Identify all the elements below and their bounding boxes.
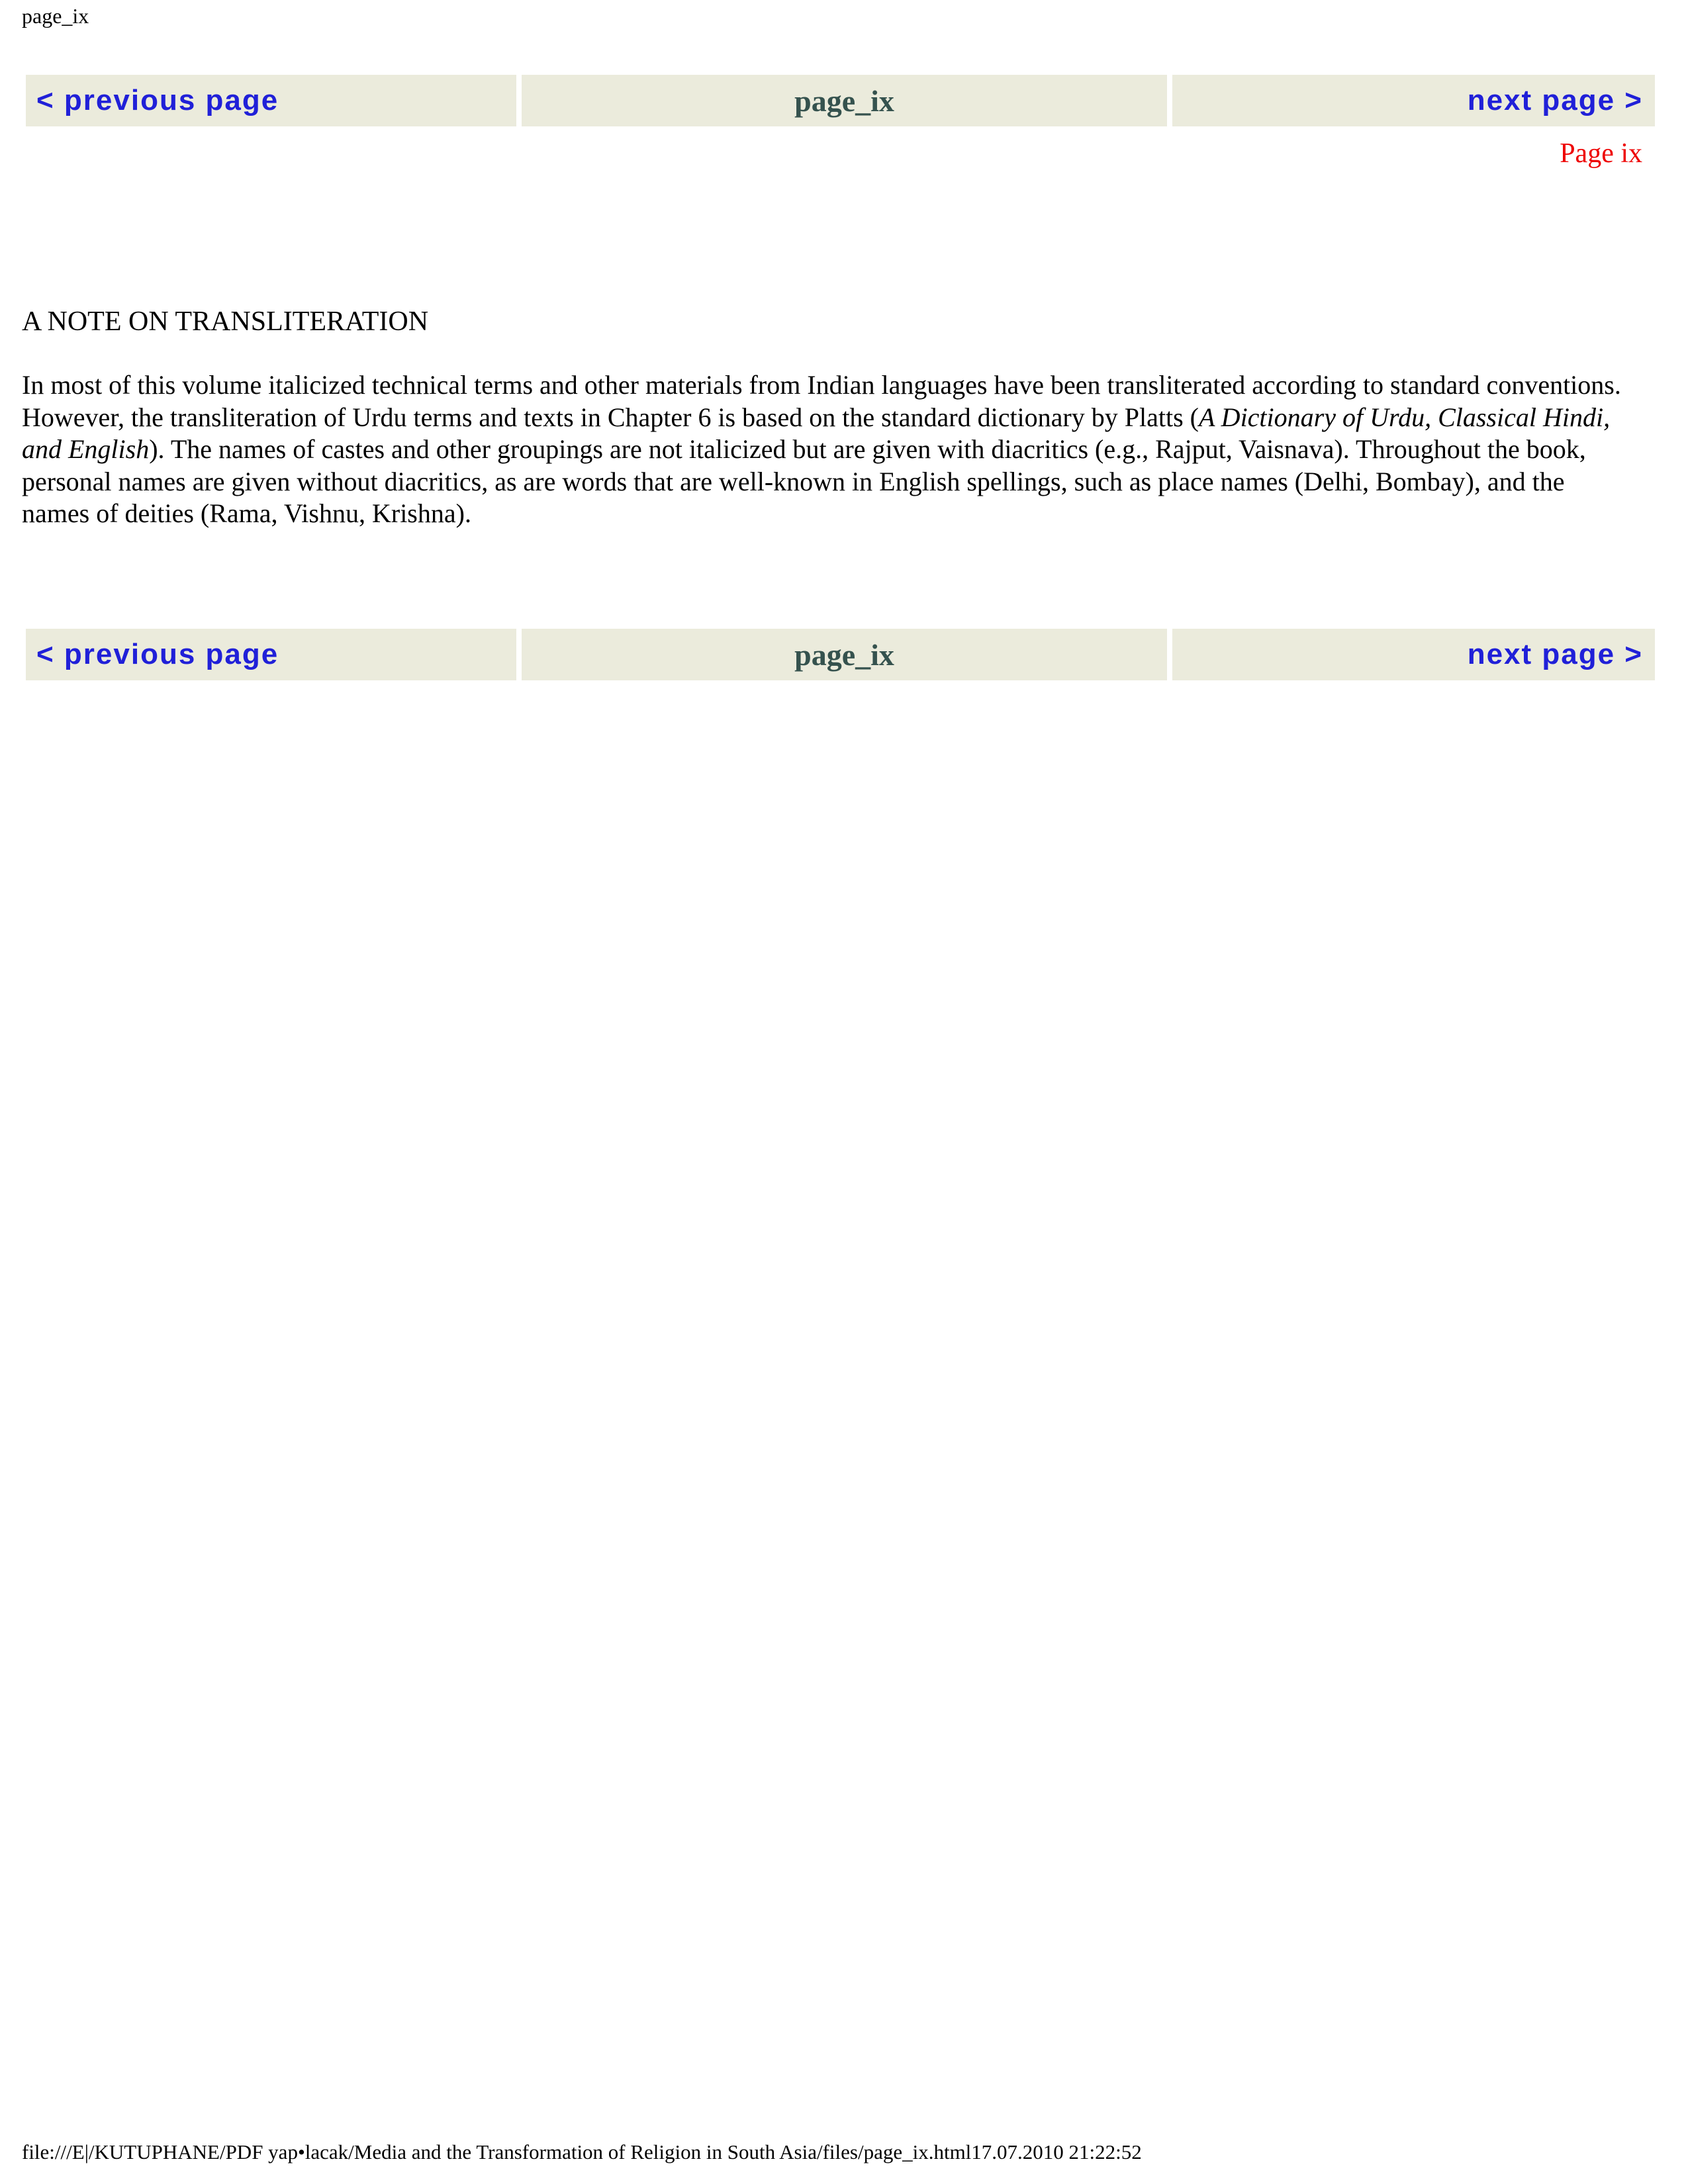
paragraph-text-before-italic: In most of this volume italicized technical terms and other materials from Indian languages have been transliterated according to standard conventions. However, the transliteration of Urdu terms and texts in Chapter 6 is based on the standard dictionary by Platts ( (22, 370, 1621, 432)
next-page-cell[interactable] (1172, 75, 1655, 126)
top-nav-bar (26, 75, 1655, 126)
nav-page-label-bottom: page_ix (794, 637, 894, 672)
previous-page-cell-bottom[interactable] (26, 629, 516, 680)
previous-page-link[interactable]: < previous page (36, 84, 279, 116)
next-page-link-bottom[interactable]: next page > (1467, 638, 1643, 670)
previous-page-cell[interactable] (26, 75, 516, 126)
document-title: page_ix (22, 4, 89, 28)
paragraph-italic-book-title: A Dictionary of Urdu, Classical Hindi, and English (22, 402, 1611, 464)
page-number-marker: Page ix (1560, 138, 1642, 169)
next-page-cell-bottom[interactable] (1172, 629, 1655, 680)
nav-page-label-cell (522, 75, 1167, 126)
body-paragraph (22, 369, 1627, 530)
section-heading: A NOTE ON TRANSLITERATION (22, 306, 429, 337)
paragraph-text-after-italic: ). The names of castes and other groupings are not italicized but are given with diacritics (e.g., Rajput, Vaisnava). Throughout the book, personal names are given without diacritics, as are words that are well-known in English spellings, such as place names (Delhi, Bombay), and the names of deities (Rama, Vishnu, Krishna). (22, 434, 1586, 528)
nav-page-label: page_ix (794, 83, 894, 118)
bottom-nav-bar (26, 629, 1655, 680)
nav-page-label-cell-bottom (522, 629, 1167, 680)
next-page-link[interactable]: next page > (1467, 84, 1643, 116)
previous-page-link-bottom[interactable]: < previous page (36, 638, 279, 670)
file-path-footer: file:///E|/KUTUPHANE/PDF yap•lacak/Media and the Transformation of Religion in South Asia/files/page_ix.html17.07.2010 21:22:52 (22, 2140, 1142, 2163)
